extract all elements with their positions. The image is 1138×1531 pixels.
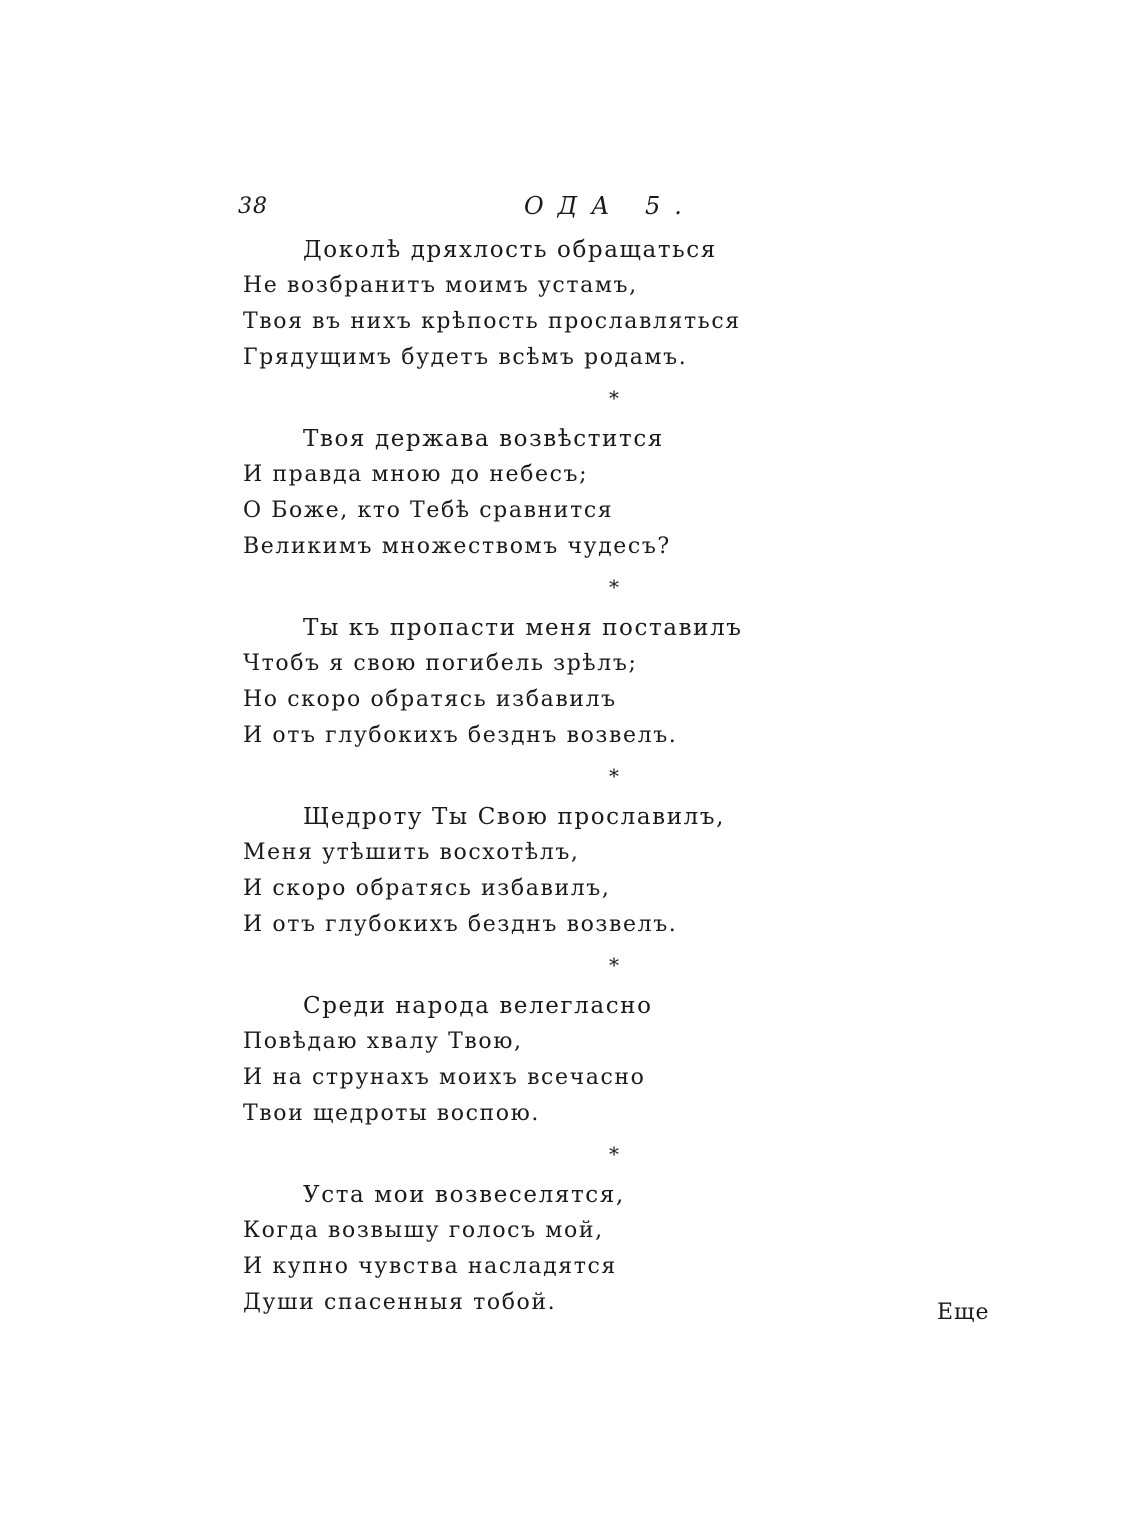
stanza-line: Уста мои возвеселятся, <box>303 1182 625 1208</box>
stanza-line: И купно чувства насладятся <box>243 1254 617 1279</box>
stanza-line: Твоя въ нихъ крѣпость прославляться <box>243 309 741 334</box>
stanza-line: Твои щедроты воспою. <box>243 1101 540 1126</box>
stanza-divider-asterisk: * <box>609 575 619 599</box>
catchword: Еще <box>937 1300 990 1325</box>
stanza-line: И скоро обратясь избавилъ, <box>243 876 611 901</box>
stanza-line: Души спасенныя тобой. <box>243 1290 557 1315</box>
stanza-3 <box>243 610 803 754</box>
page-number: 38 <box>238 194 268 219</box>
stanza-divider-asterisk: * <box>609 764 619 788</box>
stanza-divider-asterisk: * <box>609 1142 619 1166</box>
stanza-line: И правда мною до небесъ; <box>243 462 589 487</box>
stanza-4 <box>243 799 803 943</box>
stanza-divider-asterisk: * <box>609 386 619 410</box>
stanza-line: И отъ глубокихъ безднъ возвелъ. <box>243 723 678 748</box>
stanza-6 <box>243 1177 803 1321</box>
stanza-divider-asterisk: * <box>609 953 619 977</box>
running-title: ОДА 5. <box>524 192 696 220</box>
stanza-line: И отъ глубокихъ безднъ возвелъ. <box>243 912 678 937</box>
stanza-line: Среди народа велегласно <box>303 993 653 1019</box>
stanza-line: Твоя держава возвѣстится <box>303 426 664 452</box>
stanza-line: Не возбранитъ моимъ устамъ, <box>243 273 638 298</box>
stanza-line: Меня утѣшить восхотѣлъ, <box>243 840 580 865</box>
stanza-2 <box>243 421 803 565</box>
stanza-line: Когда возвышу голосъ мой, <box>243 1218 604 1243</box>
stanza-line: О Боже, кто Тебѣ сравнится <box>243 498 614 523</box>
poem <box>243 232 803 1321</box>
stanza-line: И на струнахъ моихъ всечасно <box>243 1065 646 1090</box>
stanza-line: Ты къ пропасти меня поставилъ <box>303 615 743 641</box>
stanza-line: Великимъ множествомъ чудесъ? <box>243 534 671 559</box>
stanza-line: Чтобъ я свою погибель зрѣлъ; <box>243 651 638 676</box>
stanza-5 <box>243 988 803 1132</box>
stanza-line: Грядущимъ будетъ всѣмъ родамъ. <box>243 345 688 370</box>
stanza-line: Доколѣ дряхлость обращаться <box>303 237 717 263</box>
stanza-line: Но скоро обратясь избавилъ <box>243 687 617 712</box>
stanza-line: Повѣдаю хвалу Твою, <box>243 1029 523 1054</box>
stanza-line: Щедроту Ты Свою прославилъ, <box>303 804 725 830</box>
stanza-1 <box>243 232 803 376</box>
